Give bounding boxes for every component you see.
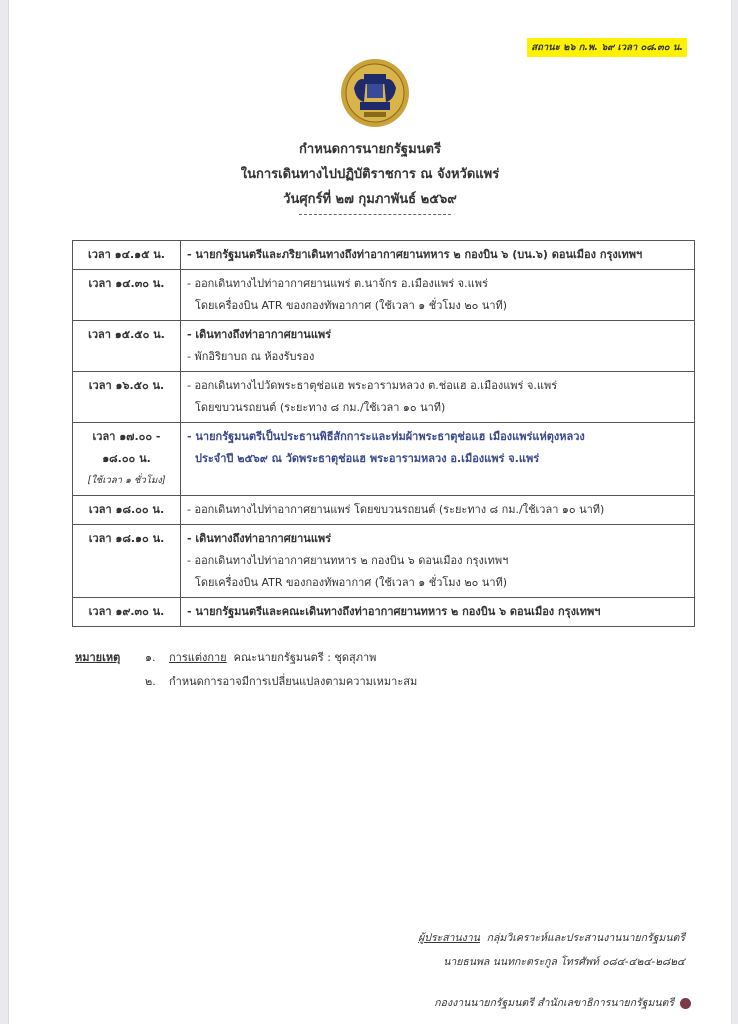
activity-line: - พักอิริยาบถ ณ ห้องรับรอง <box>187 350 315 363</box>
note-item <box>75 646 417 670</box>
activity-line: - ออกเดินทางไปวัดพระธาตุช่อแฮ พระอารามหลวง ต.ช่อแฮ อ.เมืองแพร่ จ.แพร่ <box>187 379 558 392</box>
time-cell: เวลา ๑๔.๓๐ น. <box>73 270 181 321</box>
activity-cell <box>181 270 695 321</box>
activity-cell <box>181 241 695 270</box>
time-cell: เวลา ๑๕.๕๐ น. <box>73 321 181 372</box>
activity-line: - เดินทางถึงท่าอากาศยานแพร่ <box>187 532 332 545</box>
activity-line: โดยเครื่องบิน ATR ของกองทัพอากาศ (ใช้เวลา ๑ ชั่วโมง ๒๐ นาที) <box>195 576 508 589</box>
status-stamp: สถานะ ๒๖ ก.พ. ๖๙ เวลา ๐๘.๓๐ น. <box>527 38 687 57</box>
time-cell: เวลา ๑๘.๑๐ น. <box>73 525 181 598</box>
table-row <box>73 496 695 525</box>
table-row <box>73 372 695 423</box>
note-text: กำหนดการอาจมีการเปลี่ยนแปลงตามความเหมาะสม <box>169 675 418 688</box>
table-row <box>73 241 695 270</box>
table-row <box>73 525 695 598</box>
time-cell: เวลา ๑๖.๕๐ น. <box>73 372 181 423</box>
table-row <box>73 423 695 496</box>
schedule-table <box>72 240 695 627</box>
activity-cell <box>181 598 695 627</box>
activity-line: ประจำปี ๒๕๖๙ ณ วัดพระธาตุช่อแฮ พระอารามหลวง อ.เมืองแพร่ จ.แพร่ <box>195 452 540 465</box>
note-item <box>75 670 417 694</box>
activity-line: - เดินทางถึงท่าอากาศยานแพร่ <box>187 328 332 341</box>
time-cell: เวลา ๑๔.๑๕ น. <box>73 241 181 270</box>
government-seal-icon <box>340 58 410 128</box>
title-line-2: ในการเดินทางไปปฏิบัติราชการ ณ จังหวัดแพร่ <box>240 167 500 182</box>
coordinator-block <box>418 926 685 974</box>
duration-note: [ใช้เวลา ๑ ชั่วโมง] <box>87 475 166 486</box>
activity-line: - นายกรัฐมนตรีและภริยาเดินทางถึงท่าอากาศยานทหาร ๒ กองบิน ๖ (บน.๖) ดอนเมือง กรุงเทพฯ <box>187 248 643 261</box>
coordinator-contact: นายธนพล นนทกะตระกูล โทรศัพท์ ๐๘๔-๔๒๔-๒๘๒๔ <box>443 956 685 968</box>
activity-line: - ออกเดินทางไปท่าอากาศยานทหาร ๒ กองบิน ๖ ดอนเมือง กรุงเทพฯ <box>187 554 509 567</box>
activity-line: - นายกรัฐมนตรีเป็นประธานพิธีสักการะและห่มผ้าพระธาตุช่อแฮ เมืองแพร่แห่ตุงหลวง <box>187 430 585 443</box>
activity-cell <box>181 321 695 372</box>
time-cell: เวลา ๑๙.๓๐ น. <box>73 598 181 627</box>
activity-cell <box>181 496 695 525</box>
activity-line: - ออกเดินทางไปท่าอากาศยานแพร่ โดยขบวนรถยนต์ (ระยะทาง ๘ กม./ใช้เวลา ๑๐ นาที) <box>187 503 605 516</box>
table-row <box>73 270 695 321</box>
activity-line: - ออกเดินทางไปท่าอากาศยานแพร่ ต.นาจักร อ.เมืองแพร่ จ.แพร่ <box>187 277 488 290</box>
activity-cell <box>181 372 695 423</box>
time-start: เวลา ๑๗.๐๐ - <box>92 430 161 443</box>
note-number: ๑. <box>145 651 156 664</box>
note-number: ๒. <box>145 675 156 688</box>
seal-dot-icon <box>680 998 691 1009</box>
notes-label: หมายเหตุ <box>75 651 121 664</box>
divider <box>299 214 451 215</box>
table-row <box>73 598 695 627</box>
table-row <box>73 321 695 372</box>
footer <box>434 994 691 1011</box>
note-text: คณะนายกรัฐมนตรี : ชุดสุภาพ <box>233 651 377 664</box>
activity-line: โดยเครื่องบิน ATR ของกองทัพอากาศ (ใช้เวลา ๑ ชั่วโมง ๒๐ นาที) <box>195 299 508 312</box>
activity-line: - นายกรัฐมนตรีและคณะเดินทางถึงท่าอากาศยานทหาร ๒ กองบิน ๖ ดอนเมือง กรุงเทพฯ <box>187 605 601 618</box>
time-cell: เวลา ๑๘.๐๐ น. <box>73 496 181 525</box>
time-cell <box>73 423 181 496</box>
activity-cell <box>181 525 695 598</box>
document-page <box>8 0 732 1024</box>
notes-section <box>75 646 417 694</box>
coordinator-label: ผู้ประสานงาน <box>418 932 480 944</box>
activity-cell <box>181 423 695 496</box>
time-end: ๑๘.๐๐ น. <box>102 452 151 465</box>
coordinator-group: กลุ่มวิเคราะห์และประสานงานนายกรัฐมนตรี <box>486 932 685 944</box>
activity-line: โดยขบวนรถยนต์ (ระยะทาง ๘ กม./ใช้เวลา ๑๐ นาที) <box>195 401 446 414</box>
title-line-3: วันศุกร์ที่ ๒๗ กุมภาพันธ์ ๒๕๖๙ <box>283 192 457 207</box>
footer-text: กองงานนายกรัฐมนตรี สำนักเลขาธิการนายกรัฐมนตรี <box>434 997 674 1009</box>
note-underlined: การแต่งกาย <box>169 651 227 664</box>
title-line-1: กำหนดการนายกรัฐมนตรี <box>299 142 441 157</box>
